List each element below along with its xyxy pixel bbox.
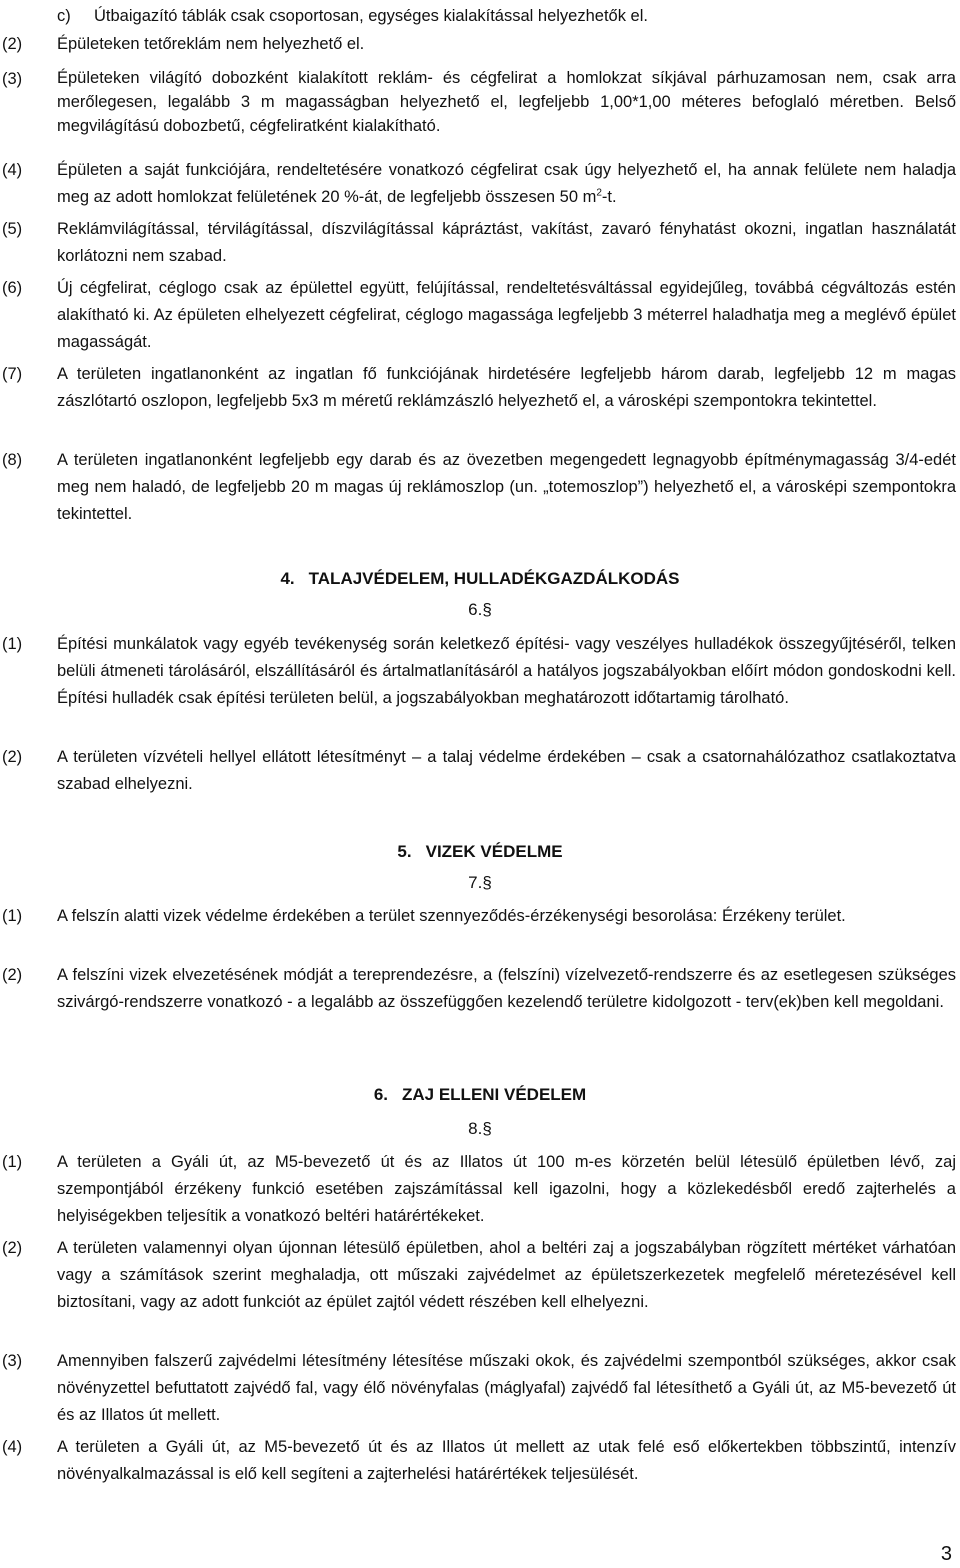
paragraph-text: A területen ingatlanonként az ingatlan fő funkciójának hirdetésére legfeljebb három darab, legfeljebb 12 m magas zászlótartó oszlopon, legfeljebb 5x3 m méretű reklámzászló helyezhető el, a városképi szempontokra tekintettel. — [57, 365, 956, 410]
chapter-number: 6. — [373, 1085, 388, 1104]
paragraph-text: A területen ingatlanonként legfeljebb egy darab és az övezetben megengedett legnagyobb építménymagasság 3/4-edét meg nem haladó, de legfeljebb 20 m magas új reklámoszlop (un. „totemoszlop”) helyezhető el, a városképi szempontokra tekintettel. — [57, 451, 956, 523]
paragraph-text: A területen vízvételi hellyel ellátott létesítményt – a talaj védelme érdekében – csak a csatornahálózathoz csatlakoztatva szabad elhelyezni. — [57, 748, 956, 793]
paragraph-number: (4) — [2, 161, 23, 179]
paragraph-text: Építési munkálatok vagy egyéb tevékenység során keletkező építési- vagy veszélyes hulladékok összegyűjtéséről, telken belüli átmeneti tárolásáról, elszállításáról és ártalmatlanításáról a hatályos jogszabályokban előírt módon gondoskodni kell. Építési hulladék csak építési területen belül, a jogszabályokban meghatározott időtartamig tárolható. — [57, 635, 956, 707]
paragraph-number: (2) — [2, 966, 23, 984]
paragraph-text: A területen a Gyáli út, az M5-bevezető út és az Illatos út 100 m-es körzetén belül létesülő épületben lévő, zaj szempontjából érzékeny funkció esetében zajszámítással kell igazolni, hogy a közlekedésből eredő zajterhelés a helyiségekben teljesítik a vonatkozó beltéri határértékeket. — [57, 1153, 956, 1225]
paragraph-text: Épületeken világító dobozként kialakított reklám- és cégfelirat a homlokzat síkjával párhuzamosan nem, csak arra merőlegesen, legalább 3 m magasságban helyezhető el, legfeljebb 1,00*1,00 méteres befoglaló méretben. Belső megvilágítású dobozbetű, cégfeliratként kialakítható. — [57, 69, 956, 135]
paragraph-text-main: Épületen a saját funkciójára, rendeltetésére vonatkozó cégfelirat csak úgy helyezhető el, ha annak felülete nem haladja meg az adott homlokzat felületének 20 %-át, de legfeljebb összesen 50 m — [57, 161, 956, 206]
paragraph-text: A felszín alatti vizek védelme érdekében a terület szennyeződés-érzékenységi besorolása: Érzékeny terület. — [57, 907, 846, 925]
chapter-heading — [0, 1081, 960, 1108]
paragraph-number: (8) — [2, 451, 23, 469]
superscript: 2 — [596, 187, 602, 199]
chapter-title: VIZEK VÉDELME — [425, 842, 563, 861]
paragraph-number: (7) — [2, 365, 23, 383]
paragraph-text: A felszíni vizek elvezetésének módját a tereprendezésre, a (felszíni) vízelvezető-rendszerre és az esetlegesen szükséges szivárgó-rendszerre vonatkozó - a legalább az összefüggően kezelendő területre kidolgozott - terv(ek)ben kell megoldani. — [57, 966, 956, 1011]
paragraph-text: A területen a Gyáli út, az M5-bevezető út és az Illatos út mellett az utak felé eső előkertekben többszintű, intenzív növényalkalmazással is elő kell segíteni a zajterhelési határértékek teljesülését. — [57, 1438, 956, 1483]
section-sign: 6.§ — [468, 600, 492, 619]
paragraph-text — [57, 157, 956, 211]
section-sign: 7.§ — [468, 873, 492, 892]
section-sign: 8.§ — [468, 1119, 492, 1138]
paragraph-number: (4) — [2, 1438, 23, 1456]
paragraph-number: (3) — [2, 1352, 23, 1370]
paragraph-number: (3) — [2, 70, 23, 88]
paragraph-text-tail: -t. — [601, 188, 617, 206]
paragraph-number: (2) — [2, 748, 23, 766]
paragraph-number: (5) — [2, 220, 23, 238]
paragraph-text: A területen valamennyi olyan újonnan létesülő épületben, ahol a beltéri zaj a jogszabályban rögzített mértéket várhatóan vagy a számítások szerint meghaladja, ott műszaki zajvédelmet az épületszerkezetek megfelelő méretezésével kell biztosítani, vagy az adott funkciót az épület zajtól védett részében kell elhelyezni. — [57, 1239, 956, 1311]
paragraph-text: Új cégfelirat, céglogo csak az épülettel együtt, felújítással, rendeltetésváltással egyidejűleg, továbbá cégváltozás estén alakítható ki. Az épületen elhelyezett cégfelirat, céglogo magassága legfeljebb 3 méterrel haladhatja meg a meglévő épület magasságát. — [57, 279, 956, 351]
paragraph-number: (2) — [2, 1239, 23, 1257]
paragraph-number: (1) — [2, 1153, 23, 1171]
item-text: Útbaigazító táblák csak csoportosan, egységes kialakítással helyezhetők el. — [94, 7, 648, 25]
chapter-heading — [0, 838, 960, 865]
paragraph-text: Amennyiben falszerű zajvédelmi létesítmény létesítése műszaki okok, és zajvédelmi szempontból szükséges, akkor csak növényzettel befuttatott zajvédő fal, vagy élő növényfalas (máglyafal) zajvédő fal létesíthető a Gyáli út, az M5-bevezető út és az Illatos út mellett. — [57, 1352, 956, 1424]
page-number: 3 — [940, 1543, 952, 1565]
paragraph-number: (1) — [2, 635, 23, 653]
paragraph-number: (1) — [2, 907, 23, 925]
item-label: c) — [57, 7, 71, 25]
chapter-number: 4. — [280, 569, 295, 588]
chapter-title: ZAJ ELLENI VÉDELEM — [402, 1085, 587, 1104]
chapter-title: TALAJVÉDELEM, HULLADÉKGAZDÁLKODÁS — [308, 569, 680, 588]
paragraph-text: Reklámvilágítással, térvilágítással, díszvilágítással kápráztást, vakítást, zavaró fényhatást okozni, ingatlan használatát korlátozni nem szabad. — [57, 220, 956, 265]
paragraph-number: (2) — [2, 35, 23, 53]
chapter-heading — [0, 565, 960, 592]
paragraph-number: (6) — [2, 279, 23, 297]
chapter-number: 5. — [397, 842, 412, 861]
paragraph-text: Épületeken tetőreklám nem helyezhető el. — [57, 35, 365, 53]
